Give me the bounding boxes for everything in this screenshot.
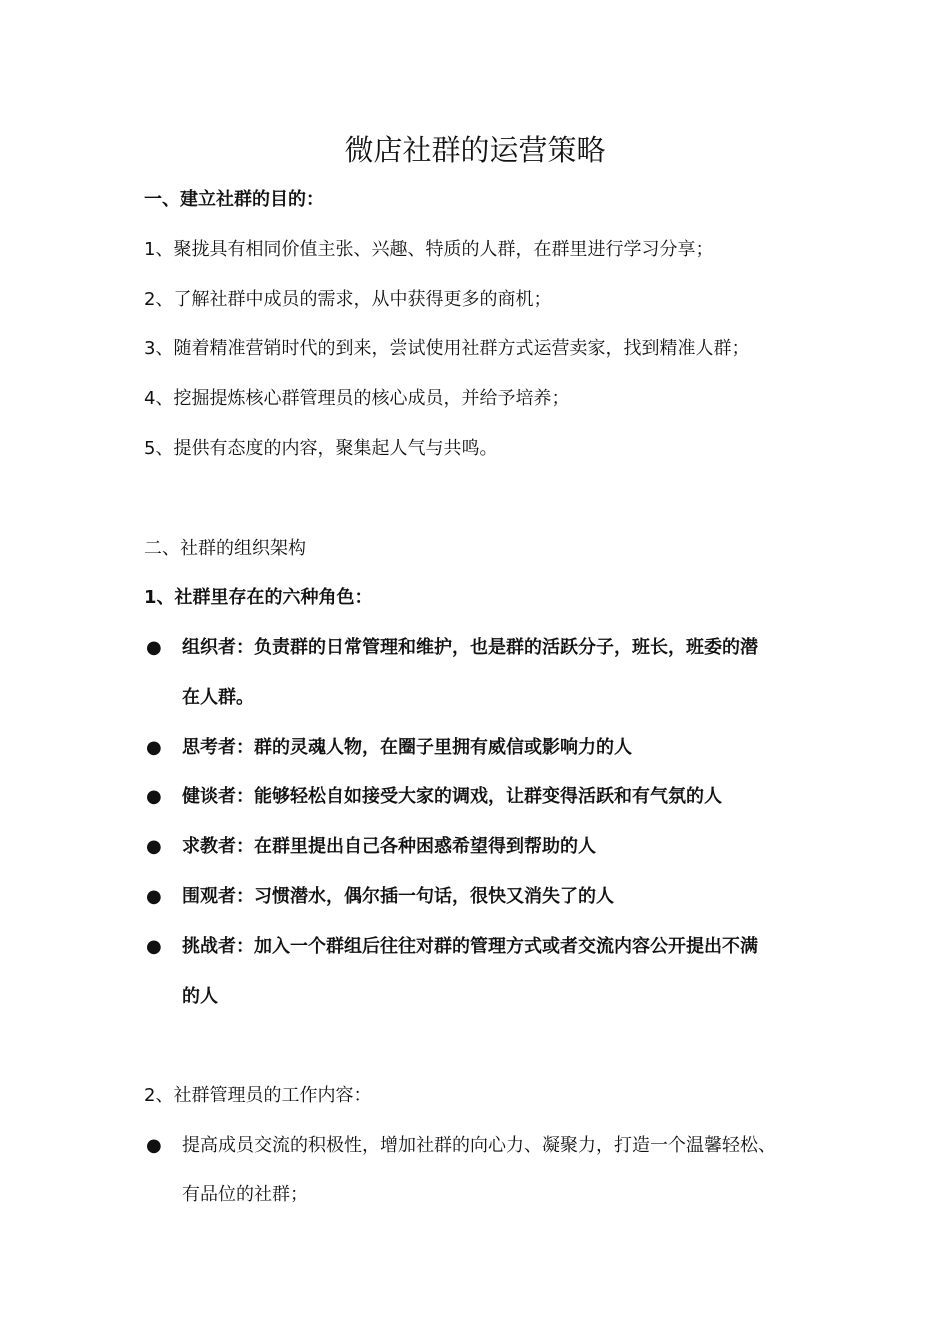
- role-challenger-line1: 挑战者：加入一个群组后往往对群的管理方式或者交流内容公开提出不满: [182, 936, 758, 957]
- section2-heading: 二、社群的组织架构: [144, 538, 306, 559]
- purpose-item-3: 3、随着精准营销时代的到来，尝试使用社群方式运营卖家，找到精准人群；: [144, 338, 750, 359]
- purpose-item-1: 1、聚拢具有相同价值主张、兴趣、特质的人群，在群里进行学习分享；: [144, 239, 714, 260]
- roles-heading: 1、社群里存在的六种角色：: [144, 587, 373, 608]
- page-title: 微店社群的运营策略: [344, 133, 606, 167]
- admin-duties-heading: 2、社群管理员的工作内容：: [144, 1085, 372, 1106]
- purpose-item-4: 4、挖掘提炼核心群管理员的核心成员，并给予培养；: [144, 388, 570, 409]
- bullet-icon: ●: [146, 737, 162, 758]
- role-thinker: 思考者：群的灵魂人物，在圈子里拥有威信或影响力的人: [182, 737, 632, 758]
- bullet-icon: ●: [146, 1135, 162, 1156]
- purpose-item-5: 5、提供有态度的内容，聚集起人气与共鸣。: [144, 438, 498, 459]
- admin-duty-1-line1: 提高成员交流的积极性，增加社群的向心力、凝聚力，打造一个温馨轻松、: [182, 1135, 776, 1156]
- bullet-icon: ●: [146, 836, 162, 857]
- role-challenger-line2: 的人: [182, 986, 218, 1007]
- bullet-icon: ●: [146, 786, 162, 807]
- role-organizer-line2: 在人群。: [182, 687, 254, 708]
- section1-heading: 一、建立社群的目的：: [144, 189, 324, 210]
- bullet-icon: ●: [146, 637, 162, 658]
- role-talker: 健谈者：能够轻松自如接受大家的调戏，让群变得活跃和有气氛的人: [182, 786, 722, 807]
- admin-duty-1-line2: 有品位的社群；: [182, 1184, 308, 1205]
- role-seeker: 求教者：在群里提出自己各种困惑希望得到帮助的人: [182, 836, 596, 857]
- bullet-icon: ●: [146, 936, 162, 957]
- purpose-item-2: 2、了解社群中成员的需求，从中获得更多的商机；: [144, 289, 552, 310]
- bullet-icon: ●: [146, 886, 162, 907]
- role-onlooker: 围观者：习惯潜水，偶尔插一句话，很快又消失了的人: [182, 886, 614, 907]
- role-organizer-line1: 组织者：负责群的日常管理和维护，也是群的活跃分子，班长，班委的潜: [182, 637, 758, 658]
